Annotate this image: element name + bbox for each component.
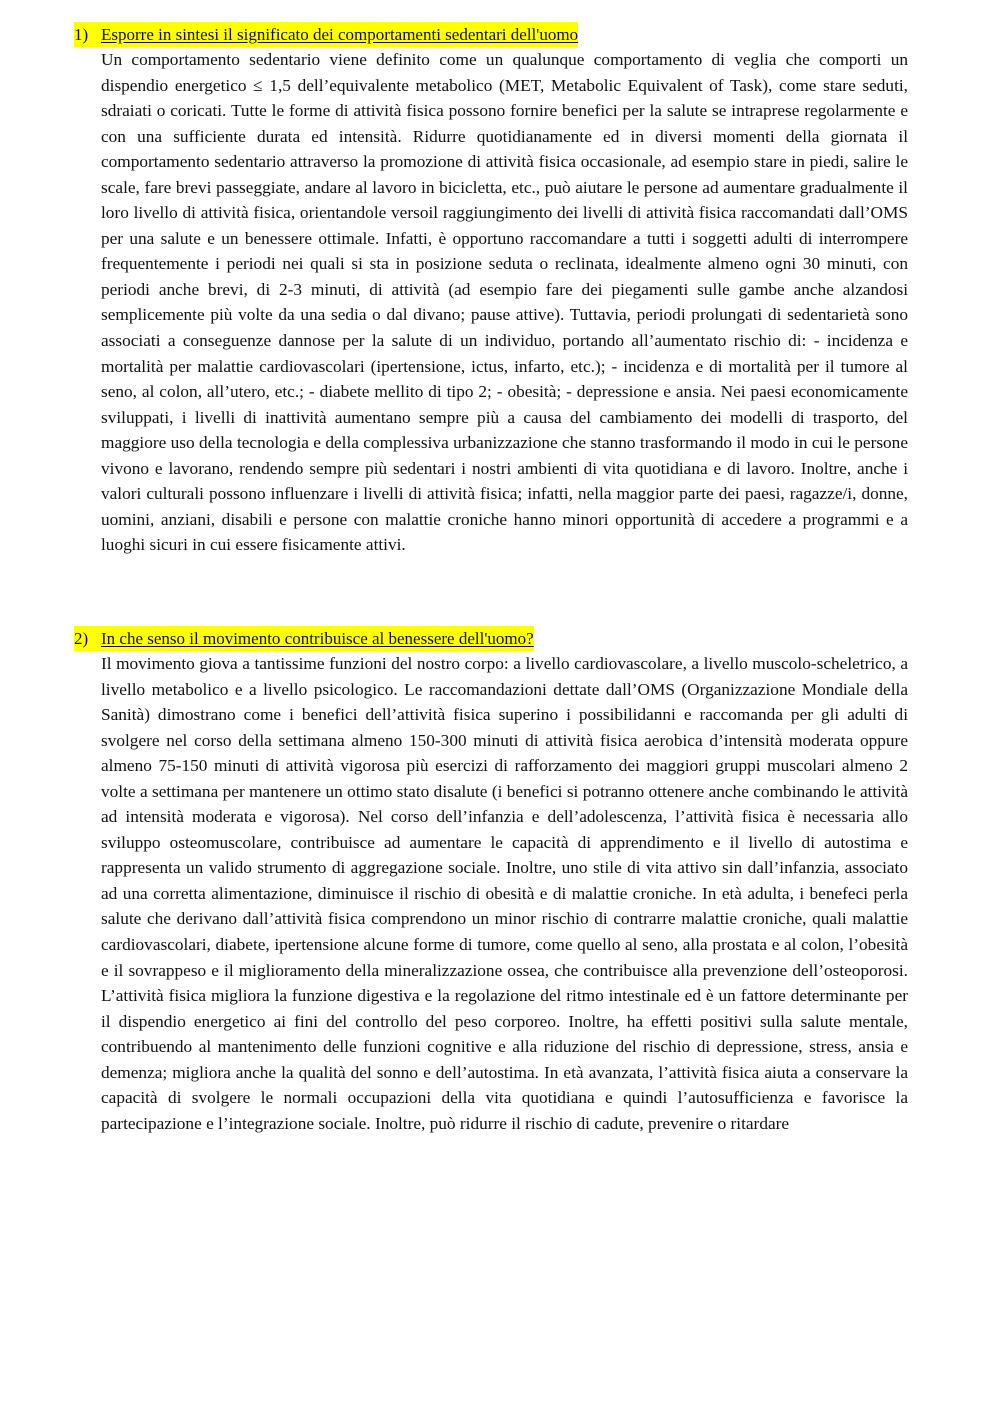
answer-paragraph-1: Un comportamento sedentario viene definito come un qualunque comportamento di veglia che comporti un dispendio energetico ≤ 1,5 dell’equivalente metabolico (MET, Metabolic Equivalent of Task), come stare seduti, sdraiati o coricati. Tutte le forme di attività fisica possono fornire benefici per la salute se intraprese regolarmente e con una sufficiente durata ed intensità. Ridurre quotidianamente ed in diversi momenti della giornata il comportamento sedentario attraverso la promozione di attività fisica occasionale, ad esempio stare in piedi, salire le scale, fare brevi passeggiate, andare al lavoro in bicicletta, etc., può aiutare le persone ad aumentare gradualmente il loro livello di attività fisica, orientandole versoil raggiungimento dei livelli di attività fisica raccomandati dall’OMS per una salute e un benessere ottimale. Infatti, è opportuno raccomandare a tutti i soggetti adulti di interrompere frequentemente i periodi nei quali si sta in posizione seduta o reclinata, idealmente almeno ogni 30 minuti, con periodi anche brevi, di 2-3 minuti, di attività (ad esempio fare dei piegamenti sulle gambe anche alzandosi semplicemente più volte da una sedia o dal divano; pause attive). Tuttavia, periodi prolungati di sedentarietà sono associati a conseguenze dannose per la salute di un individuo, portando all’aumentato rischio di: - incidenza e mortalità per malattie cardiovascolari (ipertensione, ictus, infarto, etc.); - incidenza e di mortalità per il tumore al seno, al colon, all’utero, etc.; - diabete mellito di tipo 2; - obesità; - depressione e ansia. Nei paesi economicamente sviluppati, i livelli di inattività aumentano sempre più a causa del cambiamento dei modelli di trasporto, del maggiore uso della tecnologia e della complessiva urbanizzazione che stanno trasformando il modo in cui le persone vivono e lavorano, rendendo sempre più sedentari i nostri ambienti di vita quotidiana e di lavoro. Inoltre, anche i valori culturali possono influenzare i livelli di attività fisica; infatti, nella maggior parte dei paesi, ragazze/i, donne, uomini, anziani, disabili e persone con malattie croniche hanno minori opportunità di accedere a programmi e a luoghi sicuri in cui essere fisicamente attivi.: [101, 50, 908, 555]
question-heading-2: [74, 626, 908, 651]
question-section-2: [74, 626, 908, 1136]
question-number-2: 2): [74, 626, 101, 651]
question-title-2: In che senso il movimento contribuisce al benessere dell'uomo?: [101, 626, 534, 651]
question-title-1: Esporre in sintesi il significato dei comportamenti sedentari dell'uomo: [101, 22, 578, 47]
question-number-1: 1): [74, 22, 101, 47]
question-section-1: [74, 22, 908, 558]
question-heading-1: [74, 22, 908, 47]
answer-paragraph-2: Il movimento giova a tantissime funzioni del nostro corpo: a livello cardiovascolare, a livello muscolo-scheletrico, a livello metabolico e a livello psicologico. Le raccomandazioni dettate dall’OMS (Organizzazione Mondiale della Sanità) dimostrano come i benefici dell’attività fisica superino i possibilidanni e raccomanda per gli adulti di svolgere nel corso della settimana almeno 150-300 minuti di attività fisica aerobica d’intensità moderata oppure almeno 75-150 minuti di attività vigorosa più esercizi di rafforzamento dei maggiori gruppi muscolari almeno 2 volte a settimana per mantenere un ottimo stato disalute (i benefici si potranno ottenere anche combinando le attività ad intensità moderata e vigorosa). Nel corso dell’infanzia e dell’adolescenza, l’attività fisica è necessaria allo sviluppo osteomuscolare, contribuisce ad aumentare le capacità di apprendimento e il livello di autostima e rappresenta un valido strumento di aggregazione sociale. Inoltre, uno stile di vita attivo sin dall’infanzia, associato ad una corretta alimentazione, diminuisce il rischio di obesità e di malattie croniche. In età adulta, i benefeci perla salute che derivano dall’attività fisica comprendono un minor rischio di contrarre malattie croniche, quali malattie cardiovascolari, diabete, ipertensione alcune forme di tumore, come quello al seno, alla prostata e al colon, l’obesità e il sovrappeso e il miglioramento della mineralizzazione ossea, che contribuisce alla prevenzione dell’osteoporosi. L’attività fisica migliora la funzione digestiva e la regolazione del ritmo intestinale ed è un fattore determinante per il dispendio energetico ai fini del controllo del peso corporeo. Inoltre, ha effetti positivi sulla salute mentale, contribuendo al mantenimento delle funzioni cognitive e alla riduzione del rischio di depressione, stress, ansia e demenza; migliora anche la qualità del sonno e dell’autostima. In età avanzata, l’attività fisica aiuta a conservare la capacità di svolgere le normali occupazioni della vita quotidiana e quindi l’autosufficienza e favorisce la partecipazione e l’integrazione sociale. Inoltre, può ridurre il rischio di cadute, prevenire o ritardare: [101, 654, 908, 1133]
